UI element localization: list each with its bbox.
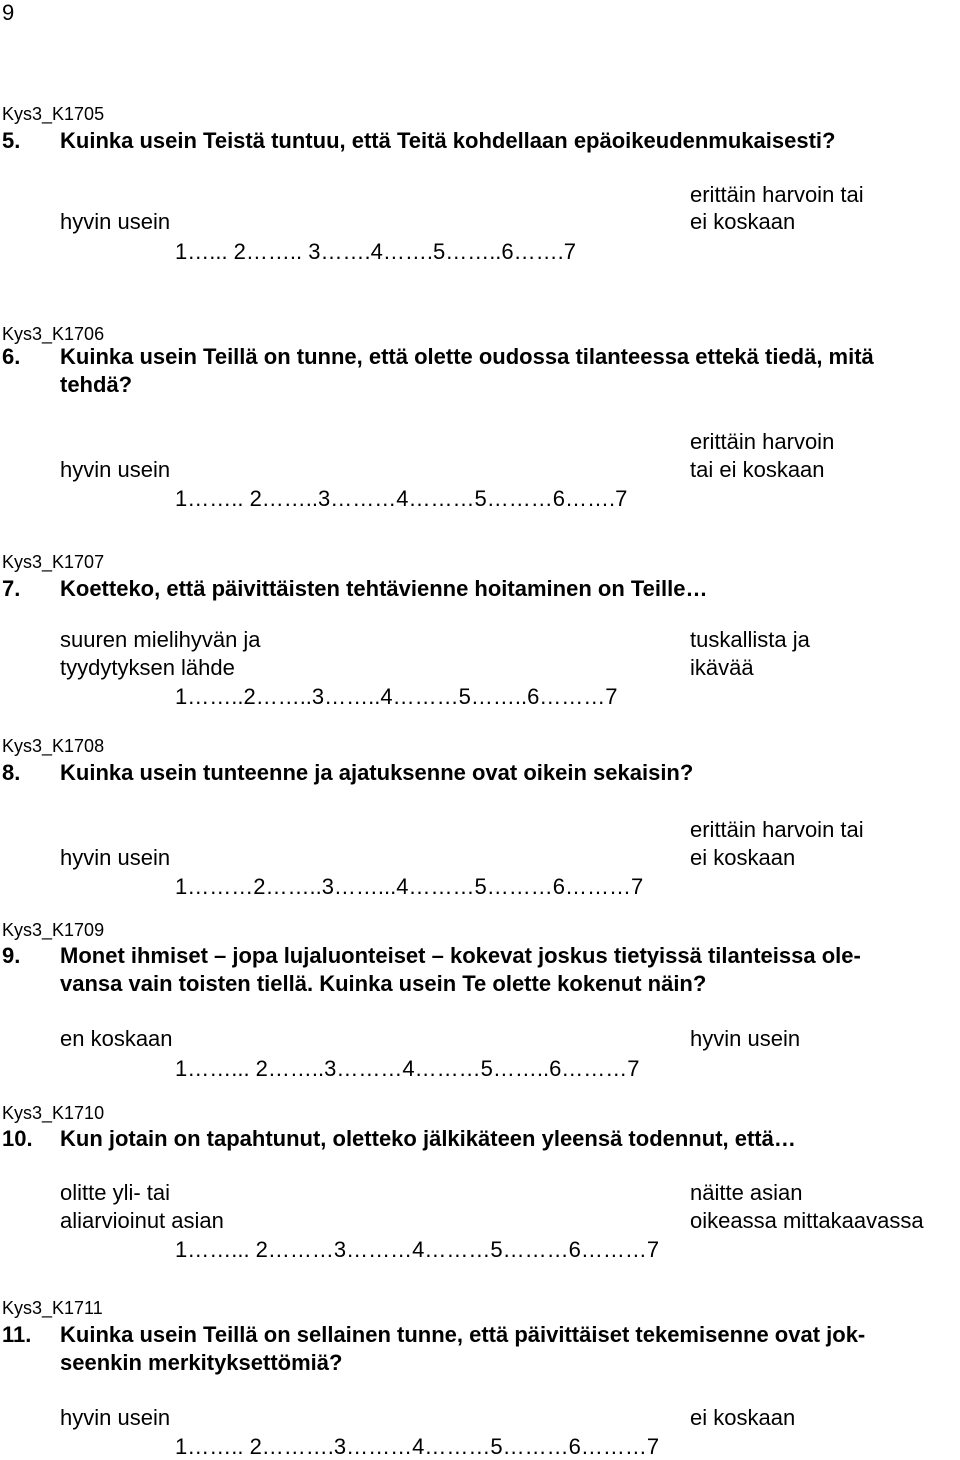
question-text: Kuinka usein Teillä on sellainen tunne, että päivittäiset tekemisenne ovat jok- [60,1322,866,1347]
response-scale: 1……... 2………3………4………5………6………7 [175,1237,660,1262]
question-code: Kys3_K1706 [2,324,105,344]
response-scale: 1…….. 2……….3………4………5………6………7 [175,1434,660,1459]
question-text: Kuinka usein Teillä on tunne, että olette oudossa tilanteessa ettekä tiedä, mitä [60,344,874,369]
question-number: 5. [2,128,21,153]
question-code: Kys3_K1709 [2,920,105,940]
response-scale: 1………2……..3……...4………5………6………7 [175,874,644,899]
response-scale: 1…... 2…….. 3…….4…….5……..6…….7 [175,239,576,264]
question-text: tehdä? [60,372,133,397]
question-number: 6. [2,344,21,369]
scale-right-label: ikävää [690,655,754,680]
question-number: 7. [2,576,21,601]
scale-right-label: ei koskaan [690,845,796,870]
scale-left-label: hyvin usein [60,845,171,870]
question-text: Kuinka usein Teistä tuntuu, että Teitä kohdellaan epäoikeudenmukaisesti? [60,128,836,153]
scale-left-label: tyydytyksen lähde [60,655,235,680]
scale-right-label: erittäin harvoin [690,429,835,454]
scale-right-label: tuskallista ja [690,627,810,652]
scale-left-label: hyvin usein [60,1405,171,1430]
response-scale: 1……... 2……..3………4………5……..6………7 [175,1056,640,1081]
question-text: vansa vain toisten tiellä. Kuinka usein Te olette kokenut näin? [60,971,707,996]
scale-left-label: olitte yli- tai [60,1180,171,1205]
question-text: seenkin merkityksettömiä? [60,1350,343,1375]
scale-right-label: tai ei koskaan [690,457,825,482]
scale-left-label: hyvin usein [60,457,171,482]
question-number: 9. [2,943,21,968]
question-text: Monet ihmiset – jopa lujaluonteiset – kokevat joskus tietyissä tilanteissa ole- [60,943,861,968]
scale-right-label: erittäin harvoin tai [690,817,864,842]
scale-right-label: oikeassa mittakaavassa [690,1208,924,1233]
question-code: Kys3_K1708 [2,736,105,756]
scale-right-label: hyvin usein [690,1026,801,1051]
page-number: 9 [2,0,15,25]
response-scale: 1…….. 2……..3………4………5………6…….7 [175,486,628,511]
scale-left-label: en koskaan [60,1026,173,1051]
scale-right-label: ei koskaan [690,209,796,234]
question-number: 8. [2,760,21,785]
scale-right-label: erittäin harvoin tai [690,182,864,207]
question-code: Kys3_K1710 [2,1103,105,1123]
question-text: Kuinka usein tunteenne ja ajatuksenne ovat oikein sekaisin? [60,760,694,785]
scale-left-label: hyvin usein [60,209,171,234]
scale-right-label: ei koskaan [690,1405,796,1430]
question-text: Koetteko, että päivittäisten tehtävienne hoitaminen on Teille… [60,576,708,601]
question-text: Kun jotain on tapahtunut, oletteko jälkikäteen yleensä todennut, että… [60,1126,796,1151]
response-scale: 1……..2……..3……..4………5……..6………7 [175,684,618,709]
scale-left-label: aliarvioinut asian [60,1208,224,1233]
question-number: 10. [2,1126,33,1151]
question-code: Kys3_K1711 [2,1298,103,1318]
scale-right-label: näitte asian [690,1180,803,1205]
question-number: 11. [2,1322,32,1347]
question-code: Kys3_K1707 [2,552,105,572]
question-code: Kys3_K1705 [2,104,105,124]
scale-left-label: suuren mielihyvän ja [60,627,261,652]
